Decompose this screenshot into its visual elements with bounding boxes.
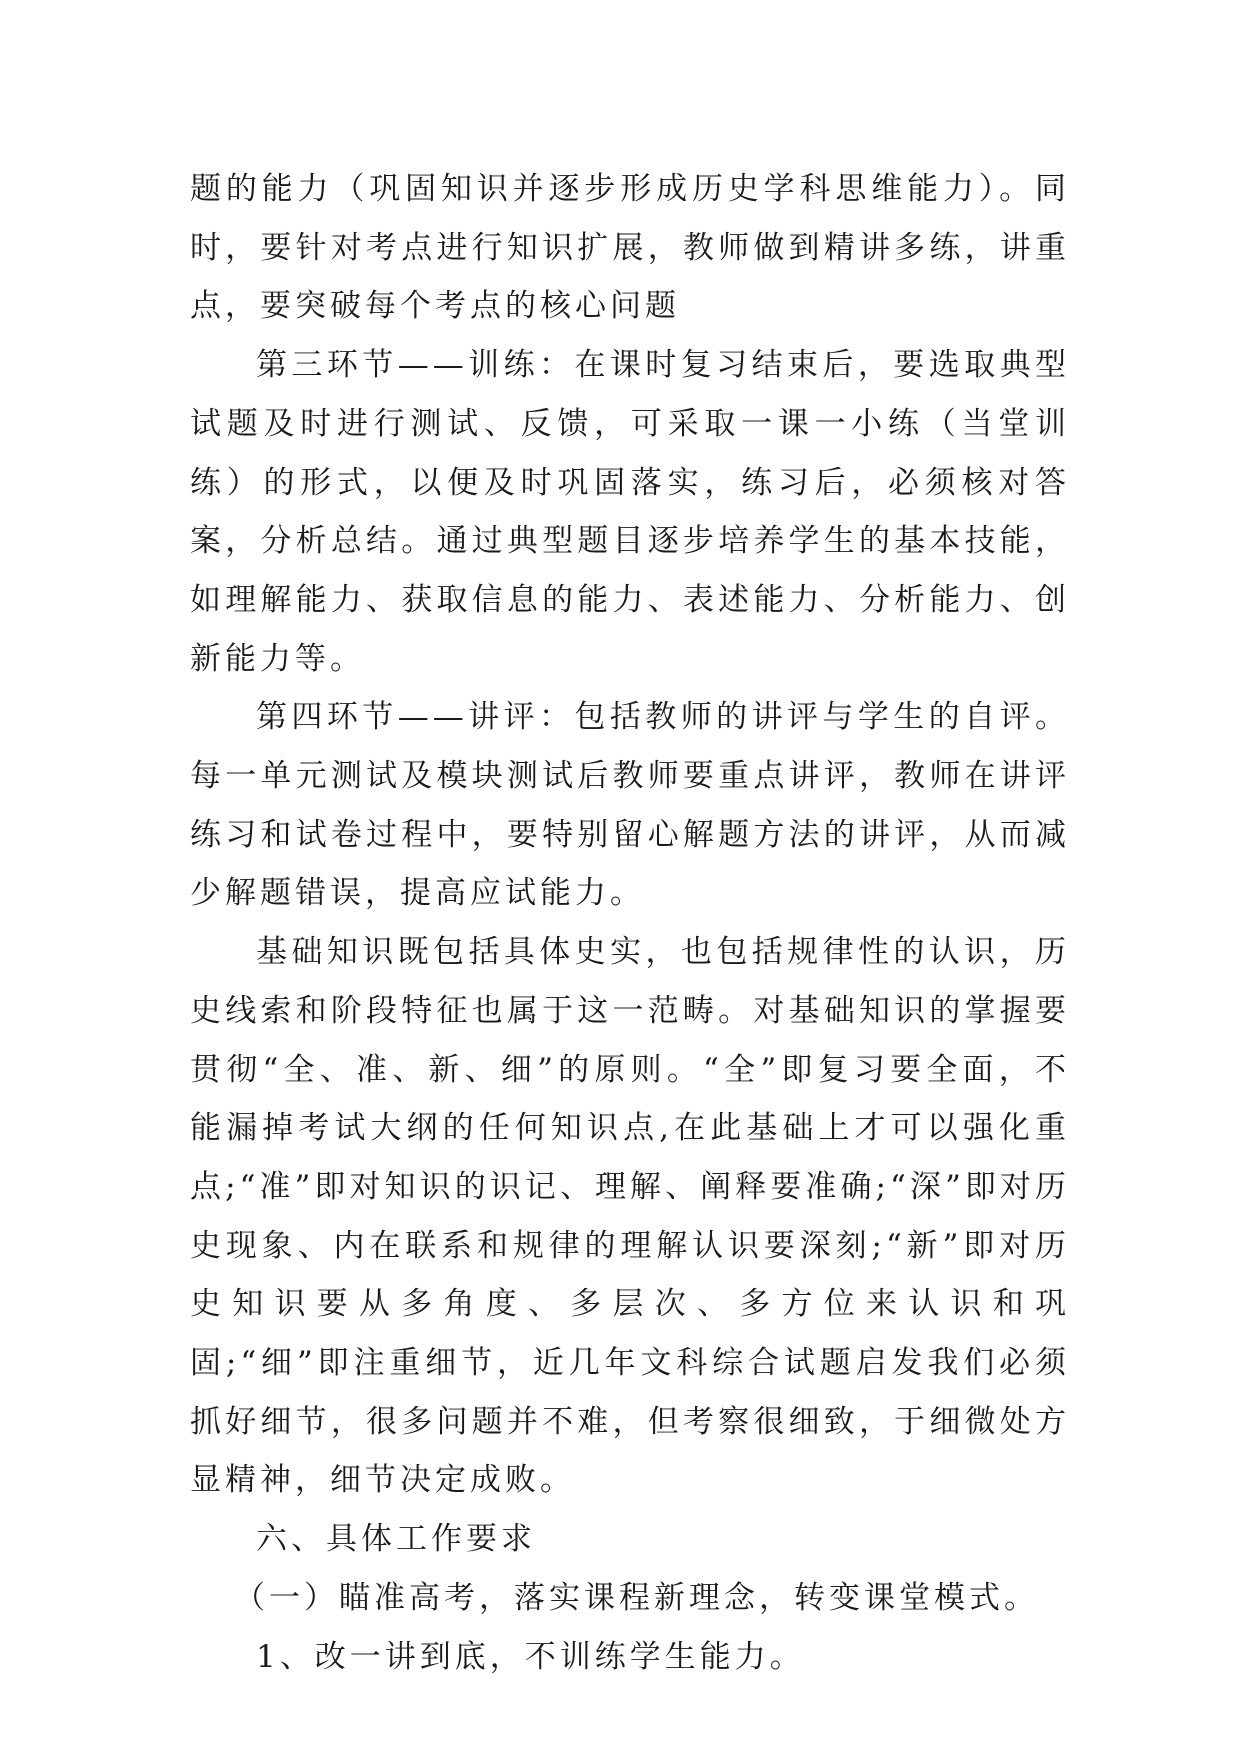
paragraph-training-step: 第三环节——训练：在课时复习结束后，要选取典型试题及时进行测试、反馈，可采取一课一小练（当堂训练）的形式，以便及时巩固落实，练习后，必须核对答案，分析总结。通过典型题目逐步培养学生的基本技能，如理解能力、获取信息的能力、表述能力、分析能力、创新能力等。 [190, 347, 1070, 677]
document-body [190, 160, 1070, 1686]
subsection-heading: （一）瞄准高考，落实课程新理念，转变课堂模式。 [234, 1579, 1039, 1616]
list-item-1: 1、改一讲到底，不训练学生能力。 [256, 1638, 805, 1675]
paragraph-review-step: 第四环节——讲评：包括教师的讲评与学生的自评。每一单元测试及模块测试后教师要重点讲评，教师在讲评练习和试卷过程中，要特别留心解题方法的讲评，从而减少解题错误，提高应试能力。 [190, 699, 1070, 912]
paragraph-basic-knowledge: 基础知识既包括具体史实，也包括规律性的认识，历史线索和阶段特征也属于这一范畴。对基础知识的掌握要贯彻“全、准、新、细”的原则。“全”即复习要全面，不能漏掉考试大纲的任何知识点,在此基础上才可以强化重点;“准”即对知识的识记、理解、阐释要准确;“深”即对历史现象、内在联系和规律的理解认识要深刻;“新”即对历史知识要从多角度、多层次、多方位来认识和巩固;“细”即注重细节，近几年文科综合试题启发我们必须抓好细节，很多问题并不难，但考察很细致，于细微处方显精神，细节决定成败。 [190, 934, 1070, 1499]
section-heading: 六、具体工作要求 [256, 1521, 536, 1558]
paragraph-continued: 题的能力（巩固知识并逐步形成历史学科思维能力）。同时，要针对考点进行知识扩展，教师做到精讲多练，讲重点，要突破每个考点的核心问题 [190, 171, 1070, 325]
